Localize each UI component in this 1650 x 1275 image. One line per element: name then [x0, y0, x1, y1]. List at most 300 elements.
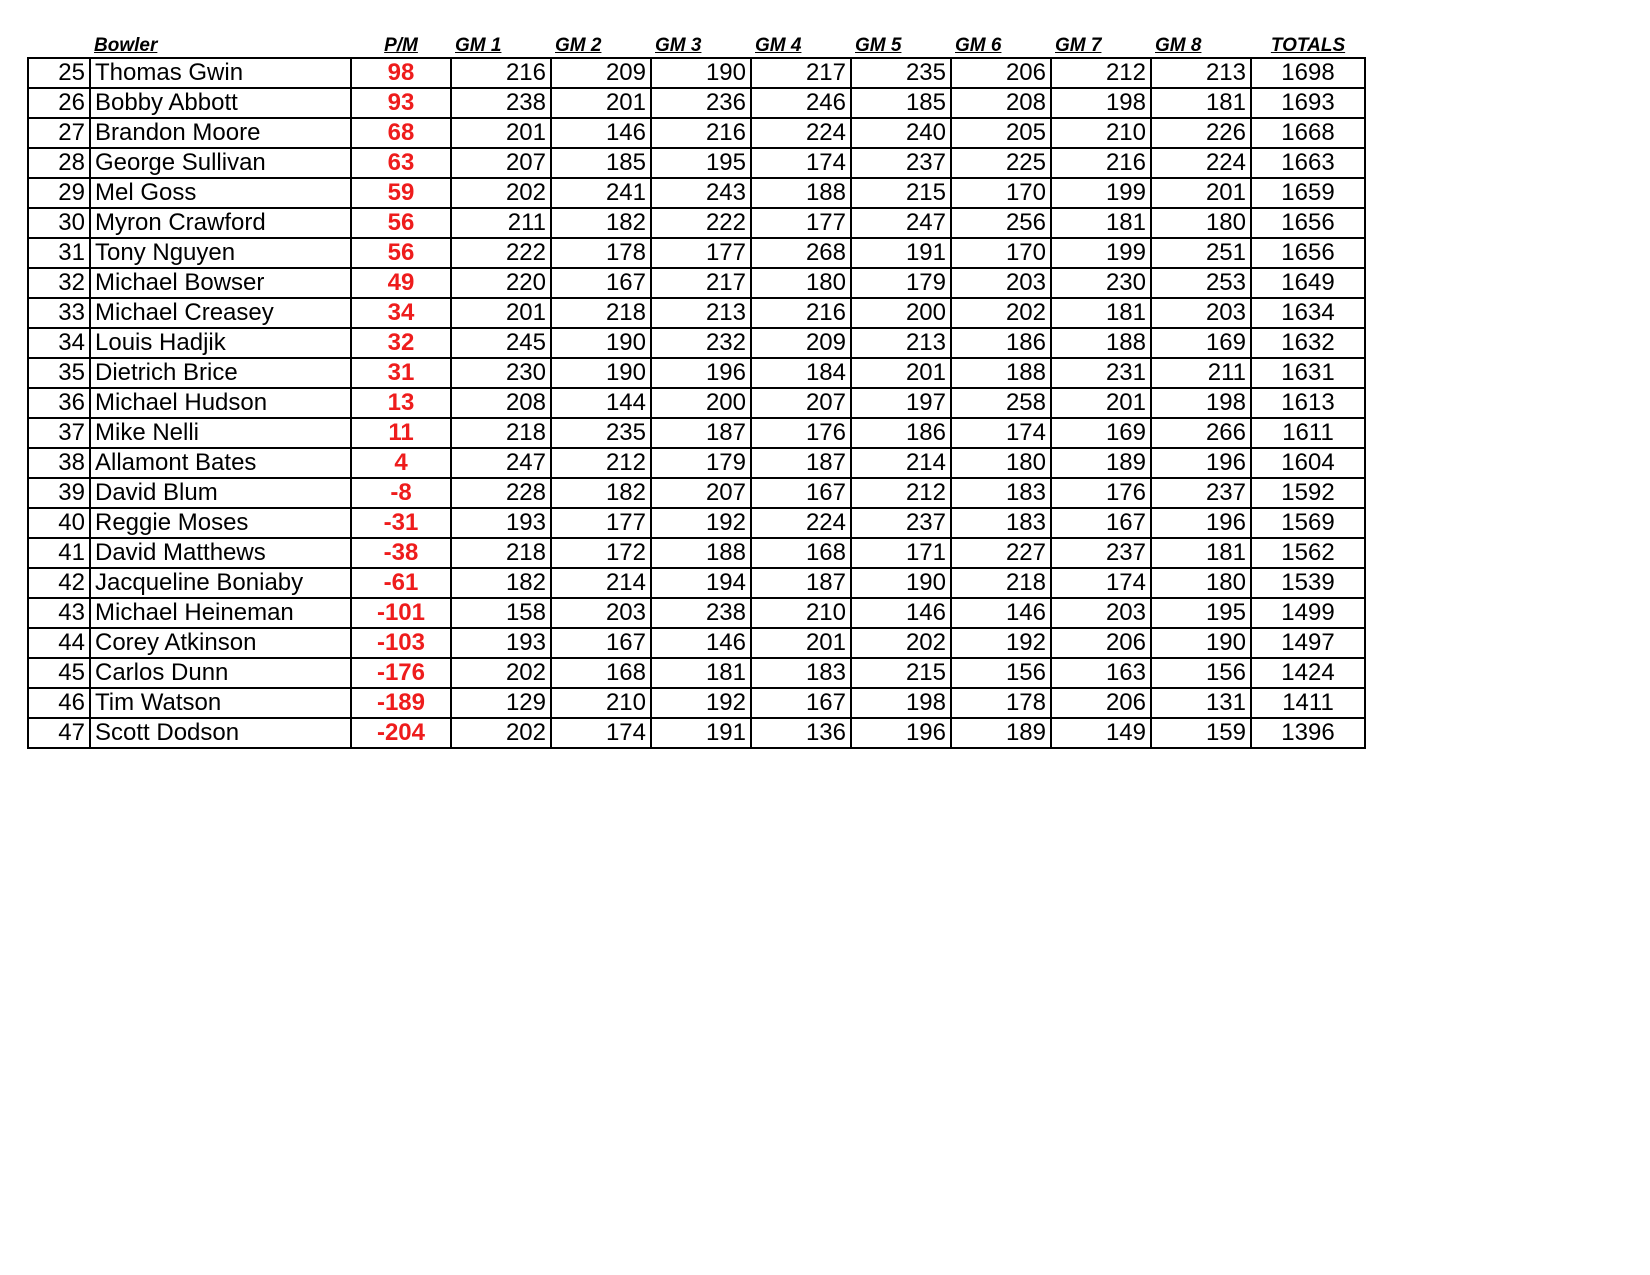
game-7-score-cell: 149 [1051, 718, 1151, 748]
total-cell: 1497 [1251, 628, 1365, 658]
game-7-score-cell: 188 [1051, 328, 1151, 358]
game-4-score-cell: 174 [751, 148, 851, 178]
bowler-name-cell: Michael Bowser [90, 268, 351, 298]
game-3-score-cell: 213 [651, 298, 751, 328]
plus-minus-cell: 34 [351, 298, 451, 328]
standings-table [27, 30, 1366, 749]
bowler-name-cell: Dietrich Brice [90, 358, 351, 388]
game-6-score-cell: 186 [951, 328, 1051, 358]
game-6-score-cell: 192 [951, 628, 1051, 658]
table-row [28, 58, 1365, 88]
game-3-score-cell: 195 [651, 148, 751, 178]
game-4-score-cell: 136 [751, 718, 851, 748]
rank-cell: 32 [28, 268, 90, 298]
game-4-score-cell: 224 [751, 508, 851, 538]
game-3-score-cell: 146 [651, 628, 751, 658]
game-6-score-cell: 225 [951, 148, 1051, 178]
total-cell: 1539 [1251, 568, 1365, 598]
game-4-score-cell: 187 [751, 568, 851, 598]
table-row [28, 238, 1365, 268]
game-8-score-cell: 180 [1151, 208, 1251, 238]
bowler-name-cell: Reggie Moses [90, 508, 351, 538]
game-4-score-cell: 246 [751, 88, 851, 118]
game-6-score-cell: 227 [951, 538, 1051, 568]
game-2-score-cell: 182 [551, 478, 651, 508]
game-3-score-cell: 217 [651, 268, 751, 298]
plus-minus-cell: -38 [351, 538, 451, 568]
game-1-score-cell: 193 [451, 628, 551, 658]
table-row [28, 358, 1365, 388]
game-7-score-cell: 163 [1051, 658, 1151, 688]
game-6-score-cell: 202 [951, 298, 1051, 328]
table-row [28, 298, 1365, 328]
plus-minus-header: P/M [384, 35, 418, 56]
bowler-name-cell: Thomas Gwin [90, 58, 351, 88]
game-6-score-cell: 170 [951, 238, 1051, 268]
game-6-score-cell: 205 [951, 118, 1051, 148]
table-row [28, 538, 1365, 568]
total-cell: 1668 [1251, 118, 1365, 148]
game-6-score-cell: 256 [951, 208, 1051, 238]
game-6-score-cell: 218 [951, 568, 1051, 598]
rank-cell: 45 [28, 658, 90, 688]
game-5-score-cell: 240 [851, 118, 951, 148]
rank-cell: 29 [28, 178, 90, 208]
game-2-score-cell: 212 [551, 448, 651, 478]
game-7-score-cell: 212 [1051, 58, 1151, 88]
total-cell: 1631 [1251, 358, 1365, 388]
table-row [28, 88, 1365, 118]
bowler-name-cell: Brandon Moore [90, 118, 351, 148]
game-6-score-cell: 206 [951, 58, 1051, 88]
game-7-score-cell: 167 [1051, 508, 1151, 538]
game-8-score-cell: 251 [1151, 238, 1251, 268]
game-6-header: GM 6 [955, 35, 1002, 56]
game-5-score-cell: 214 [851, 448, 951, 478]
game-6-score-cell: 203 [951, 268, 1051, 298]
rank-cell: 30 [28, 208, 90, 238]
game-8-score-cell: 224 [1151, 148, 1251, 178]
game-1-score-cell: 218 [451, 418, 551, 448]
game-5-score-cell: 237 [851, 508, 951, 538]
plus-minus-cell: 31 [351, 358, 451, 388]
game-7-score-cell: 199 [1051, 178, 1151, 208]
game-7-score-cell: 201 [1051, 388, 1151, 418]
game-5-score-cell: 202 [851, 628, 951, 658]
game-3-score-cell: 222 [651, 208, 751, 238]
game-3-score-cell: 243 [651, 178, 751, 208]
game-1-score-cell: 247 [451, 448, 551, 478]
game-3-score-cell: 190 [651, 58, 751, 88]
game-7-score-cell: 169 [1051, 418, 1151, 448]
game-6-score-cell: 189 [951, 718, 1051, 748]
game-7-score-cell: 203 [1051, 598, 1151, 628]
game-8-score-cell: 169 [1151, 328, 1251, 358]
game-5-score-cell: 198 [851, 688, 951, 718]
rank-cell: 38 [28, 448, 90, 478]
game-1-score-cell: 129 [451, 688, 551, 718]
game-7-score-cell: 176 [1051, 478, 1151, 508]
game-6-score-cell: 188 [951, 358, 1051, 388]
bowler-name-cell: Myron Crawford [90, 208, 351, 238]
table-row [28, 328, 1365, 358]
table-row [28, 718, 1365, 748]
total-cell: 1569 [1251, 508, 1365, 538]
game-4-score-cell: 176 [751, 418, 851, 448]
plus-minus-cell: -204 [351, 718, 451, 748]
game-5-score-cell: 179 [851, 268, 951, 298]
table-row [28, 178, 1365, 208]
table-row [28, 478, 1365, 508]
table-row [28, 688, 1365, 718]
game-8-score-cell: 201 [1151, 178, 1251, 208]
total-cell: 1632 [1251, 328, 1365, 358]
game-2-score-cell: 178 [551, 238, 651, 268]
game-3-score-cell: 238 [651, 598, 751, 628]
game-1-score-cell: 238 [451, 88, 551, 118]
game-3-score-cell: 196 [651, 358, 751, 388]
game-2-score-cell: 177 [551, 508, 651, 538]
game-6-score-cell: 156 [951, 658, 1051, 688]
game-8-score-cell: 131 [1151, 688, 1251, 718]
bowler-name-cell: Michael Creasey [90, 298, 351, 328]
game-1-score-cell: 201 [451, 298, 551, 328]
game-5-score-cell: 190 [851, 568, 951, 598]
game-3-score-cell: 177 [651, 238, 751, 268]
bowler-name-cell: Scott Dodson [90, 718, 351, 748]
game-2-score-cell: 144 [551, 388, 651, 418]
game-6-score-cell: 180 [951, 448, 1051, 478]
game-4-score-cell: 210 [751, 598, 851, 628]
bowler-name-cell: George Sullivan [90, 148, 351, 178]
table-row [28, 268, 1365, 298]
game-1-score-cell: 230 [451, 358, 551, 388]
game-4-score-cell: 188 [751, 178, 851, 208]
table-row [28, 628, 1365, 658]
game-1-score-cell: 218 [451, 538, 551, 568]
game-4-score-cell: 209 [751, 328, 851, 358]
total-cell: 1613 [1251, 388, 1365, 418]
game-5-score-cell: 171 [851, 538, 951, 568]
game-8-score-cell: 253 [1151, 268, 1251, 298]
game-1-score-cell: 202 [451, 658, 551, 688]
total-cell: 1693 [1251, 88, 1365, 118]
game-8-score-cell: 195 [1151, 598, 1251, 628]
game-4-score-cell: 217 [751, 58, 851, 88]
game-8-score-cell: 226 [1151, 118, 1251, 148]
game-4-score-cell: 167 [751, 688, 851, 718]
game-5-score-cell: 237 [851, 148, 951, 178]
game-8-score-cell: 181 [1151, 88, 1251, 118]
rank-cell: 34 [28, 328, 90, 358]
game-1-score-cell: 207 [451, 148, 551, 178]
rank-cell: 41 [28, 538, 90, 568]
game-7-score-cell: 210 [1051, 118, 1151, 148]
total-cell: 1611 [1251, 418, 1365, 448]
game-7-score-cell: 198 [1051, 88, 1151, 118]
plus-minus-cell: -176 [351, 658, 451, 688]
game-4-score-cell: 168 [751, 538, 851, 568]
game-3-score-cell: 236 [651, 88, 751, 118]
total-cell: 1396 [1251, 718, 1365, 748]
game-5-score-cell: 185 [851, 88, 951, 118]
game-4-score-cell: 187 [751, 448, 851, 478]
game-8-score-cell: 237 [1151, 478, 1251, 508]
rank-cell: 28 [28, 148, 90, 178]
game-4-score-cell: 224 [751, 118, 851, 148]
bowler-name-cell: Carlos Dunn [90, 658, 351, 688]
game-8-score-cell: 196 [1151, 508, 1251, 538]
game-3-score-cell: 188 [651, 538, 751, 568]
bowler-header: Bowler [94, 35, 158, 56]
game-8-score-cell: 190 [1151, 628, 1251, 658]
game-6-score-cell: 258 [951, 388, 1051, 418]
game-8-score-cell: 266 [1151, 418, 1251, 448]
plus-minus-cell: 13 [351, 388, 451, 418]
game-5-score-cell: 235 [851, 58, 951, 88]
game-1-score-cell: 193 [451, 508, 551, 538]
game-2-score-cell: 218 [551, 298, 651, 328]
game-2-score-cell: 167 [551, 628, 651, 658]
rank-cell: 27 [28, 118, 90, 148]
game-1-score-cell: 202 [451, 718, 551, 748]
game-2-score-cell: 201 [551, 88, 651, 118]
table-row [28, 118, 1365, 148]
rank-cell: 36 [28, 388, 90, 418]
table-row [28, 388, 1365, 418]
bowler-name-cell: David Matthews [90, 538, 351, 568]
game-5-score-cell: 215 [851, 658, 951, 688]
table-row [28, 208, 1365, 238]
game-6-score-cell: 183 [951, 508, 1051, 538]
bowler-name-cell: David Blum [90, 478, 351, 508]
game-7-score-cell: 174 [1051, 568, 1151, 598]
table-row [28, 658, 1365, 688]
rank-cell: 35 [28, 358, 90, 388]
rank-cell: 44 [28, 628, 90, 658]
table-row [28, 508, 1365, 538]
plus-minus-cell: 11 [351, 418, 451, 448]
game-5-score-cell: 191 [851, 238, 951, 268]
plus-minus-cell: 93 [351, 88, 451, 118]
game-1-score-cell: 211 [451, 208, 551, 238]
plus-minus-cell: -8 [351, 478, 451, 508]
game-5-score-cell: 212 [851, 478, 951, 508]
game-2-score-cell: 146 [551, 118, 651, 148]
bowler-name-cell: Corey Atkinson [90, 628, 351, 658]
game-3-header: GM 3 [655, 35, 702, 56]
game-6-score-cell: 183 [951, 478, 1051, 508]
game-1-score-cell: 158 [451, 598, 551, 628]
total-cell: 1499 [1251, 598, 1365, 628]
game-4-score-cell: 180 [751, 268, 851, 298]
bowler-name-cell: Louis Hadjik [90, 328, 351, 358]
rank-cell: 31 [28, 238, 90, 268]
rank-cell: 47 [28, 718, 90, 748]
rank-cell: 46 [28, 688, 90, 718]
plus-minus-cell: 56 [351, 208, 451, 238]
rank-cell: 42 [28, 568, 90, 598]
bowler-name-cell: Mike Nelli [90, 418, 351, 448]
game-3-score-cell: 200 [651, 388, 751, 418]
game-8-score-cell: 198 [1151, 388, 1251, 418]
game-5-score-cell: 213 [851, 328, 951, 358]
game-7-score-cell: 237 [1051, 538, 1151, 568]
game-5-score-cell: 201 [851, 358, 951, 388]
plus-minus-cell: 63 [351, 148, 451, 178]
game-4-score-cell: 201 [751, 628, 851, 658]
game-3-score-cell: 191 [651, 718, 751, 748]
game-2-score-cell: 172 [551, 538, 651, 568]
game-3-score-cell: 192 [651, 688, 751, 718]
game-6-score-cell: 170 [951, 178, 1051, 208]
game-3-score-cell: 187 [651, 418, 751, 448]
game-4-score-cell: 216 [751, 298, 851, 328]
game-4-score-cell: 177 [751, 208, 851, 238]
bowler-name-cell: Tony Nguyen [90, 238, 351, 268]
game-7-score-cell: 181 [1051, 298, 1151, 328]
game-2-score-cell: 174 [551, 718, 651, 748]
game-8-score-cell: 181 [1151, 538, 1251, 568]
rank-cell: 37 [28, 418, 90, 448]
rank-cell: 39 [28, 478, 90, 508]
game-3-score-cell: 179 [651, 448, 751, 478]
bowler-name-cell: Jacqueline Boniaby [90, 568, 351, 598]
game-8-score-cell: 211 [1151, 358, 1251, 388]
game-3-score-cell: 216 [651, 118, 751, 148]
game-2-header: GM 2 [555, 35, 602, 56]
plus-minus-cell: -61 [351, 568, 451, 598]
standings-body [28, 58, 1365, 748]
game-8-score-cell: 159 [1151, 718, 1251, 748]
game-2-score-cell: 210 [551, 688, 651, 718]
game-1-score-cell: 208 [451, 388, 551, 418]
plus-minus-cell: 32 [351, 328, 451, 358]
game-8-score-cell: 156 [1151, 658, 1251, 688]
total-cell: 1634 [1251, 298, 1365, 328]
table-row [28, 448, 1365, 478]
rank-header [28, 30, 90, 58]
rank-cell: 26 [28, 88, 90, 118]
table-row [28, 568, 1365, 598]
plus-minus-cell: 68 [351, 118, 451, 148]
plus-minus-cell: -103 [351, 628, 451, 658]
game-5-header: GM 5 [855, 35, 902, 56]
bowler-name-cell: Tim Watson [90, 688, 351, 718]
game-1-score-cell: 201 [451, 118, 551, 148]
total-cell: 1649 [1251, 268, 1365, 298]
game-2-score-cell: 241 [551, 178, 651, 208]
game-8-score-cell: 180 [1151, 568, 1251, 598]
total-cell: 1411 [1251, 688, 1365, 718]
game-8-score-cell: 203 [1151, 298, 1251, 328]
game-4-score-cell: 268 [751, 238, 851, 268]
game-5-score-cell: 146 [851, 598, 951, 628]
game-3-score-cell: 181 [651, 658, 751, 688]
totals-header: TOTALS [1270, 35, 1346, 56]
plus-minus-cell: 59 [351, 178, 451, 208]
plus-minus-cell: 56 [351, 238, 451, 268]
game-5-score-cell: 215 [851, 178, 951, 208]
game-3-score-cell: 192 [651, 508, 751, 538]
table-row [28, 148, 1365, 178]
game-6-score-cell: 178 [951, 688, 1051, 718]
rank-cell: 25 [28, 58, 90, 88]
game-2-score-cell: 235 [551, 418, 651, 448]
game-1-header: GM 1 [455, 35, 502, 56]
game-6-score-cell: 208 [951, 88, 1051, 118]
game-7-score-cell: 206 [1051, 628, 1151, 658]
bowler-name-cell: Bobby Abbott [90, 88, 351, 118]
header-row [28, 30, 1365, 58]
game-4-score-cell: 183 [751, 658, 851, 688]
total-cell: 1659 [1251, 178, 1365, 208]
game-2-score-cell: 190 [551, 358, 651, 388]
game-7-score-cell: 216 [1051, 148, 1151, 178]
game-5-score-cell: 247 [851, 208, 951, 238]
game-5-score-cell: 186 [851, 418, 951, 448]
game-4-header: GM 4 [755, 35, 802, 56]
plus-minus-cell: -189 [351, 688, 451, 718]
plus-minus-cell: 98 [351, 58, 451, 88]
game-1-score-cell: 220 [451, 268, 551, 298]
plus-minus-cell: -31 [351, 508, 451, 538]
bowler-name-cell: Mel Goss [90, 178, 351, 208]
game-2-score-cell: 190 [551, 328, 651, 358]
game-5-score-cell: 196 [851, 718, 951, 748]
game-1-score-cell: 182 [451, 568, 551, 598]
game-2-score-cell: 203 [551, 598, 651, 628]
rank-cell: 33 [28, 298, 90, 328]
game-2-score-cell: 214 [551, 568, 651, 598]
game-2-score-cell: 182 [551, 208, 651, 238]
plus-minus-cell: -101 [351, 598, 451, 628]
bowler-name-cell: Allamont Bates [90, 448, 351, 478]
bowler-name-cell: Michael Heineman [90, 598, 351, 628]
game-8-score-cell: 213 [1151, 58, 1251, 88]
game-4-score-cell: 184 [751, 358, 851, 388]
total-cell: 1698 [1251, 58, 1365, 88]
game-6-score-cell: 146 [951, 598, 1051, 628]
game-1-score-cell: 222 [451, 238, 551, 268]
total-cell: 1592 [1251, 478, 1365, 508]
game-4-score-cell: 167 [751, 478, 851, 508]
game-5-score-cell: 197 [851, 388, 951, 418]
game-7-score-cell: 181 [1051, 208, 1151, 238]
rank-cell: 43 [28, 598, 90, 628]
total-cell: 1424 [1251, 658, 1365, 688]
total-cell: 1656 [1251, 208, 1365, 238]
total-cell: 1604 [1251, 448, 1365, 478]
game-7-score-cell: 189 [1051, 448, 1151, 478]
game-3-score-cell: 194 [651, 568, 751, 598]
game-8-score-cell: 196 [1151, 448, 1251, 478]
game-8-header: GM 8 [1155, 35, 1202, 56]
game-2-score-cell: 185 [551, 148, 651, 178]
table-row [28, 418, 1365, 448]
game-3-score-cell: 232 [651, 328, 751, 358]
game-7-header: GM 7 [1055, 35, 1102, 56]
game-5-score-cell: 200 [851, 298, 951, 328]
game-1-score-cell: 216 [451, 58, 551, 88]
game-7-score-cell: 230 [1051, 268, 1151, 298]
game-1-score-cell: 202 [451, 178, 551, 208]
total-cell: 1663 [1251, 148, 1365, 178]
game-6-score-cell: 174 [951, 418, 1051, 448]
total-cell: 1562 [1251, 538, 1365, 568]
game-2-score-cell: 168 [551, 658, 651, 688]
game-2-score-cell: 167 [551, 268, 651, 298]
